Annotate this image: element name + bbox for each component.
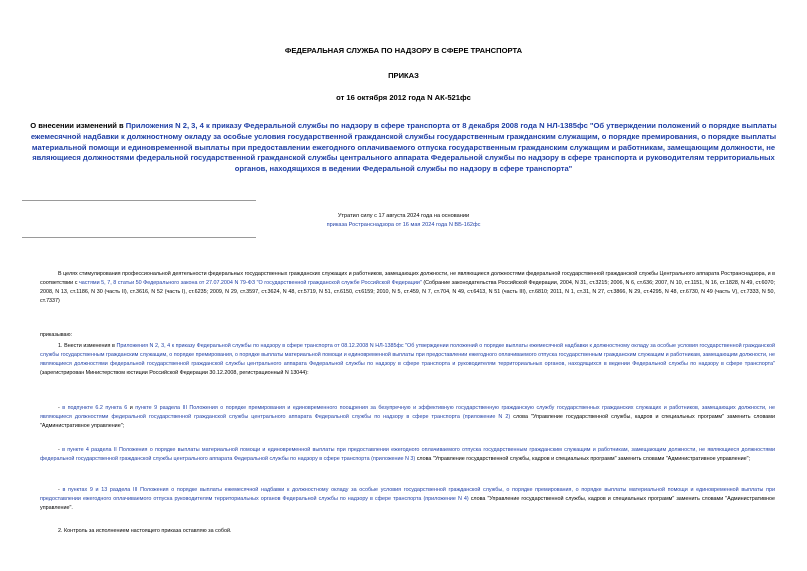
bullet-3-paragraph — [40, 486, 775, 513]
doc-type-heading: ПРИКАЗ — [388, 71, 419, 80]
agency-heading: ФЕДЕРАЛЬНАЯ СЛУЖБА ПО НАДЗОРУ В СФЕРЕ ТРАНСПОРТА — [284, 46, 523, 55]
bullet-2-dash: - — [58, 447, 63, 453]
bullet-1-text-2: и — [127, 405, 136, 411]
lost-force-link[interactable]: приказа Ространснадзора от 16 мая 2024 года N ВБ-162фс — [326, 222, 481, 228]
bullet-3-dash: - — [58, 487, 63, 493]
title-prefix: О внесении изменений в — [30, 121, 126, 130]
bullet-1-text-3: слова "Управление государственной службы, кадров и специальных программ" заменить словами "Административное управление"; — [40, 413, 775, 429]
lost-force-text: Утратил силу с 17 августа 2024 года на основании — [337, 213, 470, 219]
item-1-paragraph — [40, 342, 775, 378]
divider-top — [22, 200, 256, 201]
bullet-2-text-2: слова "Управление государственной службы, кадров и специальных программ" заменить словами "Административное управление"; — [415, 455, 750, 462]
bullet-1-link-1[interactable]: в подпункте 6.2 пункта 6 — [62, 405, 128, 411]
preamble-text-2: (Собрание законодательства Российской Федерации, 2004, N 31, ст.3215; 2006, N 6, ст.636; 2007, N 10, ст.1151, N 16, ст.1828, N 49, ст.6070; 2008, N 13, ст.1186, N 30 (часть II), ст.3616, N 52 (часть I), ст.6235; 2009, N 29, ст.3597, ст.3624, N 48, ст.5719, N 51, ст.6150, ст.6159; 2010, N 5, ст.459, N 7, ст.704, N 49, ст.6413, N 51 (часть III), ст.6810; 2011, N 1, ст.31, N 27, ст.3866, N 29, ст.4295, N 48, ст.6730, N 49 (часть V), ст.7333, N 50, ст.7337) — [40, 279, 776, 304]
preamble-text-1: В целях стимулирования профессиональной деятельности федеральных государственных гражданских служащих и работников, замещающих должности, не являющиеся должностями федеральной государственной гражданской службы Центрального аппарата Ространснадзора, и в соответствии с — [40, 271, 775, 286]
item-2-paragraph: 2. Контроль за исполнением настоящего приказа оставляю за собой. — [58, 528, 232, 534]
bullet-3-link[interactable]: в пунктах 9 и 13 раздела III Положения о порядке выплаты ежемесячной надбавки к должностному окладу за особые условия государственной гражданской службы, о порядке премирования, о порядке выплаты материальной помощи и единовременной выплаты при предоставлении ежегодного оплачиваемого отпуска руководителям территориальных органов Федеральной службы по надзору в сфере транспорта (приложение N 4) — [40, 487, 775, 502]
document-title — [22, 121, 785, 175]
lost-force-note — [0, 212, 807, 230]
bullet-1-paragraph — [40, 404, 775, 431]
bullet-3-text-2: слова "Управление государственной службы, кадров и специальных программ" заменить словами "Административное управление". — [40, 495, 775, 511]
item-1-text-2: (зарегистрирован Министерством юстиции Российской Федерации 30.12.2008, регистрационный N 13044): — [40, 369, 309, 376]
title-link[interactable]: Приложения N 2, 3, 4 к приказу Федеральной службы по надзору в сфере транспорта от 8 декабря 2008 года N НЛ-1385фс "Об утверждении положений о порядке выплаты ежемесячной надбавки к должностному окладу за особые условия государственной гражданской службы государственным гражданским служащим, о порядке премирования, о порядке выплаты материальной помощи и единовременной выплаты при предоставлении ежегодного оплачиваемого отпуска государственным гражданским служащим и работникам, замещающим должности, не являющиеся должностями федеральной государственной гражданской службы центрального аппарата Федеральной службы по надзору в сфере транспорта и руководителям территориальных органов, находящихся в ведении Федеральной службы по надзору в сфере транспорта" — [30, 121, 777, 174]
preamble-law-link[interactable]: частями 5, 7, 8 статьи 50 Федерального закона от 27.07.2004 N 79-ФЗ "О государственной гражданской службе Российской Федерации" — [79, 279, 422, 286]
item-1-text-1: 1. Внести изменения в — [58, 343, 117, 349]
divider-bottom — [22, 237, 256, 238]
item-1-link[interactable]: Приложения N 2, 3, 4 к приказу Федеральной службы по надзору в сфере транспорта от 08.12.2008 N НЛ-1385фс "Об утверждении положений о порядке выплаты ежемесячной надбавки к должностному окладу за особые условия государственной гражданской службы государственным гражданским служащим, о порядке премирования, о порядке выплаты материальной помощи и единовременной выплаты при предоставлении ежегодного оплачиваемого отпуска государственным гражданским служащим и работникам, замещающим должности, не являющиеся должностями федеральной государственной гражданской службы центрального аппарата Федеральной службы по надзору в сфере транспорта и руководителям территориальных органов, находящихся в ведении Федеральной службы по надзору в сфере транспорта" — [40, 343, 775, 367]
bullet-2-link[interactable]: в пункте 4 раздела II Положения о порядке выплаты материальной помощи и единовременной выплаты при предоставлении ежегодного оплачиваемого отпуска государственным гражданским служащим и работникам, замещающим должности, не являющиеся должностями федеральной государственной гражданской службы центрального аппарата Федеральной службы по надзору в сфере транспорта (приложение N 3) — [40, 447, 775, 462]
bullet-2-paragraph — [40, 446, 775, 464]
date-number-heading: от 16 октября 2012 года N АК-521фс — [336, 93, 471, 102]
preamble-paragraph — [40, 270, 775, 306]
bullet-1-dash: - — [58, 405, 63, 411]
order-word: приказываю: — [40, 332, 73, 338]
bullet-1-link-2[interactable]: пункте 9 раздела III Положения о порядке премирования и единовременного поощрения за безупречную и эффективную государственную гражданскую службу государственных гражданских служащих и работников, замещающих должности, не являющиеся должностями федеральной государственной гражданской службы центрального аппарата Федеральной службы по надзору в сфере транспорта (приложение N 2) — [40, 405, 775, 420]
